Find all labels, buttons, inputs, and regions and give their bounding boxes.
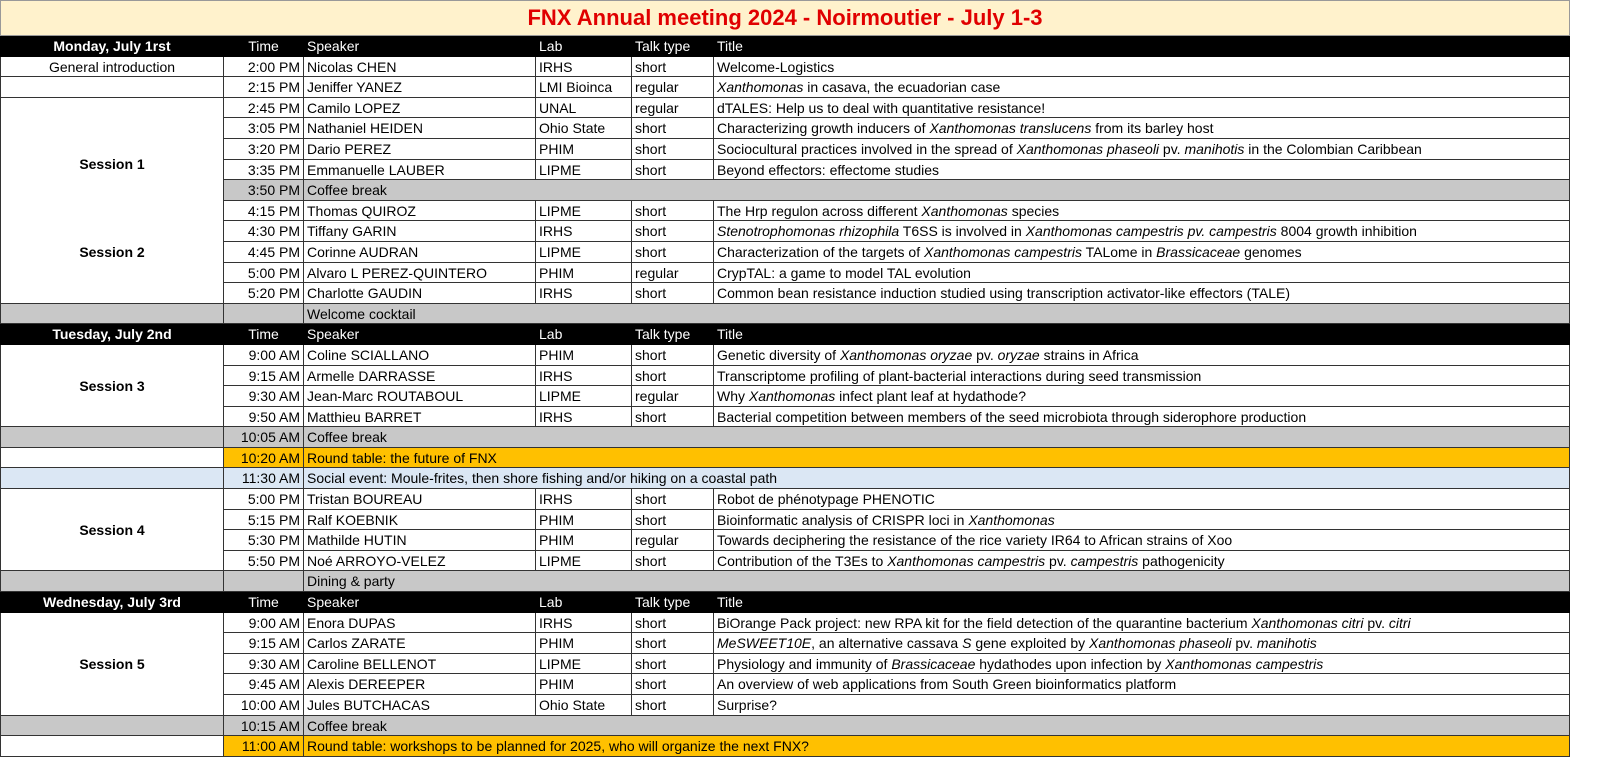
talk-title [714,201,1570,222]
title-italic-text: MeSWEET10E [717,635,812,652]
lab-name: PHIM [536,633,632,654]
lab-name: PHIM [536,345,632,366]
title-text: pv. [1045,552,1071,569]
talk-time: 4:15 PM [224,201,304,222]
title-italic-text: Xanthomonas citri [1251,614,1364,631]
title-italic-text: Xanthomonas campestris [924,243,1082,260]
event-time: 10:05 AM [224,427,304,448]
col-header-title: Title [714,36,1570,57]
talk-title [714,674,1570,695]
lab-name: LMI Bioinca [536,77,632,98]
col-header-time: Time [224,324,304,345]
speaker-name: Dario PEREZ [304,139,536,160]
round-table-row [0,448,1570,469]
talk-time: 2:45 PM [224,98,304,119]
title-text: gene exploited by [971,635,1089,652]
talk-row [0,160,1570,181]
col-header-title: Title [714,324,1570,345]
title-text: Genetic diversity of [717,346,840,363]
lab-name: IRHS [536,221,632,242]
talk-title [714,98,1570,119]
title-text: in the Colombian Caribbean [1244,140,1422,157]
talk-title [714,613,1570,634]
talk-row [0,139,1570,160]
lab-name: LIPME [536,654,632,675]
lab-name: PHIM [536,530,632,551]
title-text: T6SS is involved in [899,223,1026,240]
title-italic-text: Xanthomonas [968,511,1055,528]
talk-row [0,283,1570,304]
talk-type: short [632,613,714,634]
event-text: Round table: the future of FNX [304,448,1570,469]
lab-name: IRHS [536,489,632,510]
title-text: Bioinformatic analysis of CRISPR loci in [717,511,969,528]
session-label: Session 4 [0,489,224,571]
talk-row [0,613,1570,634]
title-italic-text: Xanthomonas campestris pv. campestris [1025,223,1277,240]
talk-time: 9:45 AM [224,674,304,695]
lab-name: LIPME [536,551,632,572]
title-text: Welcome-Logistics [717,58,835,75]
title-italic-text: Brassicaceae [1156,243,1241,260]
talk-type: short [632,345,714,366]
speaker-name: Caroline BELLENOT [304,654,536,675]
talk-type: short [632,221,714,242]
title-italic-text: Brassicaceae [891,655,976,672]
speaker-name: Carlos ZARATE [304,633,536,654]
title-italic-text: Xanthomonas translucens [929,120,1092,137]
break-cell-spacer [0,448,224,469]
break-cell-spacer [0,468,224,489]
talk-type: short [632,510,714,531]
talk-row [0,510,1570,531]
col-header-speaker: Speaker [304,324,536,345]
talk-title [714,551,1570,572]
talk-type: regular [632,263,714,284]
col-header-lab: Lab [536,36,632,57]
title-text: Why [717,388,749,405]
title-italic-text: Xanthomonas oryzae [839,346,973,363]
talk-title [714,283,1570,304]
title-text: Bacterial competition between members of the seed microbiota through siderophore production [717,408,1307,425]
talk-time: 3:05 PM [224,118,304,139]
talk-row [0,551,1570,572]
title-text: pathogenicity [1138,552,1225,569]
talk-title [714,77,1570,98]
title-text: hydathodes upon infection by [975,655,1166,672]
talk-row [0,98,1570,119]
title-italic-text: Xanthomonas campestris [887,552,1046,569]
lab-name: IRHS [536,366,632,387]
day-label: Wednesday, July 3rd [0,592,224,613]
talk-title [714,510,1570,531]
talk-type: short [632,654,714,675]
break-row [0,571,1570,592]
title-text: , an alternative cassava [811,635,963,652]
speaker-name: Alexis DEREEPER [304,674,536,695]
talk-row [0,386,1570,407]
talk-type: short [632,201,714,222]
lab-name: LIPME [536,160,632,181]
talk-type: short [632,242,714,263]
break-cell-spacer [0,736,224,757]
talk-type: regular [632,530,714,551]
col-header-talk-type: Talk type [632,36,714,57]
talk-title [714,654,1570,675]
day-label: Monday, July 1rst [0,36,224,57]
talk-row [0,654,1570,675]
session-label: Session 2 [0,201,224,304]
lab-name: IRHS [536,407,632,428]
talk-time: 5:00 PM [224,263,304,284]
break-cell-spacer [0,716,224,737]
lab-name: IRHS [536,613,632,634]
speaker-name: Emmanuelle LAUBER [304,160,536,181]
talk-row [0,633,1570,654]
speaker-name: Corinne AUDRAN [304,242,536,263]
talk-title [714,242,1570,263]
event-time [224,571,304,592]
speaker-name: Nicolas CHEN [304,57,536,78]
title-text: pv. [1363,614,1389,631]
talk-time: 9:30 AM [224,654,304,675]
col-header-lab: Lab [536,592,632,613]
title-text: Characterizing growth inducers of [717,120,930,137]
title-italic-text: Xanthomonas phaseoli [1016,140,1160,157]
lab-name: LIPME [536,201,632,222]
title-italic-text: oryzae [997,346,1040,363]
talk-time: 9:15 AM [224,366,304,387]
title-text: pv. [1231,635,1257,652]
title-text: genomes [1240,243,1302,260]
title-text: Contribution of the T3Es to [717,552,888,569]
talk-time: 9:00 AM [224,613,304,634]
round-table-row [0,736,1570,757]
talk-time: 4:45 PM [224,242,304,263]
title-text: Towards deciphering the resistance of the rice variety IR64 to African strains of Xoo [717,532,1233,549]
title-text: 8004 growth inhibition [1276,223,1417,240]
title-text: Beyond effectors: effectome studies [717,161,940,178]
title-text: The Hrp regulon across different [717,202,922,219]
title-text: Physiology and immunity of [717,655,892,672]
title-text: pv. [972,346,998,363]
talk-row [0,77,1570,98]
lab-name: IRHS [536,57,632,78]
talk-time: 9:50 AM [224,407,304,428]
social-event-row [0,468,1570,489]
event-time: 3:50 PM [224,180,304,201]
title-text: Sociocultural practices involved in the spread of [717,140,1017,157]
talk-row [0,201,1570,222]
speaker-name: Noé ARROYO-VELEZ [304,551,536,572]
session-label: Session 5 [0,613,224,716]
title-text: dTALES: Help us to deal with quantitative resistance! [717,99,1046,116]
break-row [0,180,1570,201]
talk-type: short [632,633,714,654]
title-text: An overview of web applications from South Green bioinformatics platform [717,676,1177,693]
talk-time: 9:15 AM [224,633,304,654]
talk-title [714,366,1570,387]
talk-title [714,139,1570,160]
title-text: species [1007,202,1060,219]
talk-title [714,633,1570,654]
speaker-name: Jules BUTCHACAS [304,695,536,716]
talk-type: short [632,160,714,181]
col-header-speaker: Speaker [304,592,536,613]
talk-time: 2:15 PM [224,77,304,98]
event-text: Coffee break [304,716,1570,737]
lab-name: LIPME [536,386,632,407]
col-header-talk-type: Talk type [632,324,714,345]
talk-type: regular [632,77,714,98]
talk-title [714,118,1570,139]
event-time: 11:00 AM [224,736,304,757]
title-text: Surprise? [717,697,777,713]
talk-title [714,407,1570,428]
title-italic-text: Xanthomonas [748,388,836,405]
break-cell-spacer [0,571,224,592]
event-text: Welcome cocktail [304,304,1570,325]
lab-name: PHIM [536,263,632,284]
page-title: FNX Annual meeting 2024 - Noirmoutier - July 1-3 [0,0,1570,36]
talk-type: regular [632,386,714,407]
talk-type: short [632,695,714,716]
talk-time: 5:30 PM [224,530,304,551]
talk-time: 3:20 PM [224,139,304,160]
talk-title [714,263,1570,284]
event-text: Dining & party [304,571,1570,592]
speaker-name: Thomas QUIROZ [304,201,536,222]
speaker-name: Armelle DARRASSE [304,366,536,387]
lab-name: IRHS [536,283,632,304]
talk-type: short [632,57,714,78]
talk-row [0,263,1570,284]
title-italic-text: Xanthomonas [921,202,1008,219]
schedule-table [0,36,1570,757]
title-italic-text: campestris [1070,552,1139,569]
talk-row [0,407,1570,428]
break-cell-spacer [0,427,224,448]
talk-time: 5:20 PM [224,283,304,304]
day-header-row [0,324,1570,345]
event-time: 10:20 AM [224,448,304,469]
title-text: CrypTAL: a game to model TAL evolution [717,264,971,281]
title-italic-text: Xanthomonas phaseoli [1089,635,1232,652]
talk-title [714,221,1570,242]
col-header-time: Time [224,36,304,57]
talk-row [0,530,1570,551]
talk-title [714,489,1570,510]
talk-type: short [632,674,714,695]
lab-name: PHIM [536,510,632,531]
title-text: in casava, the ecuadorian case [803,79,1001,96]
talk-row [0,695,1570,716]
lab-name: Ohio State [536,118,632,139]
talk-time: 5:50 PM [224,551,304,572]
talk-row [0,674,1570,695]
talk-row [0,57,1570,78]
talk-time: 9:30 AM [224,386,304,407]
talk-type: short [632,489,714,510]
title-text: TALome in [1081,243,1157,260]
title-text: infect plant leaf at hydathode? [835,388,1026,405]
talk-title [714,695,1570,716]
talk-type: short [632,407,714,428]
title-text: Transcriptome profiling of plant-bacterial interactions during seed transmission [717,367,1202,384]
talk-time: 5:00 PM [224,489,304,510]
talk-row [0,366,1570,387]
talk-row [0,242,1570,263]
talk-time: 2:00 PM [224,57,304,78]
title-text: pv. [1159,140,1185,157]
speaker-name: Coline SCIALLANO [304,345,536,366]
speaker-name: Mathilde HUTIN [304,530,536,551]
lab-name: LIPME [536,242,632,263]
break-cell-spacer [0,304,224,325]
col-header-time: Time [224,592,304,613]
lab-name: PHIM [536,674,632,695]
day-header-row [0,592,1570,613]
break-row [0,716,1570,737]
event-text: Coffee break [304,427,1570,448]
event-time [224,304,304,325]
talk-time: 5:15 PM [224,510,304,531]
day-label: Tuesday, July 2nd [0,324,224,345]
talk-time: 10:00 AM [224,695,304,716]
title-text: Common bean resistance induction studied using transcription activator-like effectors (TALE) [717,285,1290,302]
speaker-name: Nathaniel HEIDEN [304,118,536,139]
talk-time: 3:35 PM [224,160,304,181]
title-italic-text: Xanthomonas campestris [1165,655,1324,672]
col-header-lab: Lab [536,324,632,345]
talk-row [0,221,1570,242]
lab-name: PHIM [536,139,632,160]
speaker-name: Ralf KOEBNIK [304,510,536,531]
event-text: Social event: Moule-frites, then shore fishing and/or hiking on a coastal path [304,468,1570,489]
day-header-row [0,36,1570,57]
talk-type: short [632,283,714,304]
talk-row [0,489,1570,510]
title-italic-text: Xanthomonas [717,79,804,96]
talk-title [714,386,1570,407]
speaker-name: Enora DUPAS [304,613,536,634]
title-italic-text: manihotis [1256,635,1317,652]
title-italic-text: Stenotrophomonas rhizophila [717,223,900,240]
speaker-name: Tristan BOUREAU [304,489,536,510]
speaker-name: Camilo LOPEZ [304,98,536,119]
break-row [0,304,1570,325]
title-italic-text: S [962,635,972,652]
talk-time: 9:00 AM [224,345,304,366]
session-label: Session 1 [0,113,224,216]
title-text: Robot de phénotypage PHENOTIC [717,491,935,508]
talk-title [714,530,1570,551]
col-header-talk-type: Talk type [632,592,714,613]
title-italic-text: manihotis [1184,140,1245,157]
col-header-speaker: Speaker [304,36,536,57]
event-text: Round table: workshops to be planned for 2025, who will organize the next FNX? [304,736,1570,757]
session-cell-spacer [0,77,224,98]
speaker-name: Charlotte GAUDIN [304,283,536,304]
title-italic-text: citri [1388,614,1411,631]
speaker-name: Matthieu BARRET [304,407,536,428]
talk-row [0,345,1570,366]
speaker-name: Alvaro L PEREZ-QUINTERO [304,263,536,284]
lab-name: Ohio State [536,695,632,716]
title-text: strains in Africa [1039,346,1139,363]
talk-row [0,118,1570,139]
talk-type: short [632,551,714,572]
speaker-name: Tiffany GARIN [304,221,536,242]
talk-type: short [632,139,714,160]
talk-type: short [632,366,714,387]
session-label: General introduction [0,57,224,78]
title-text: Characterization of the targets of [717,243,924,260]
talk-type: short [632,118,714,139]
event-time: 10:15 AM [224,716,304,737]
talk-title [714,57,1570,78]
title-text: from its barley host [1091,120,1214,137]
speaker-name: Jeniffer YANEZ [304,77,536,98]
event-time: 11:30 AM [224,468,304,489]
talk-title [714,345,1570,366]
break-row [0,427,1570,448]
event-text: Coffee break [304,180,1570,201]
talk-type: regular [632,98,714,119]
talk-time: 4:30 PM [224,221,304,242]
session-label: Session 3 [0,345,224,427]
speaker-name: Jean-Marc ROUTABOUL [304,386,536,407]
col-header-title: Title [714,592,1570,613]
talk-title [714,160,1570,181]
lab-name: UNAL [536,98,632,119]
title-text: BiOrange Pack project: new RPA kit for the field detection of the quarantine bacterium [717,614,1252,631]
